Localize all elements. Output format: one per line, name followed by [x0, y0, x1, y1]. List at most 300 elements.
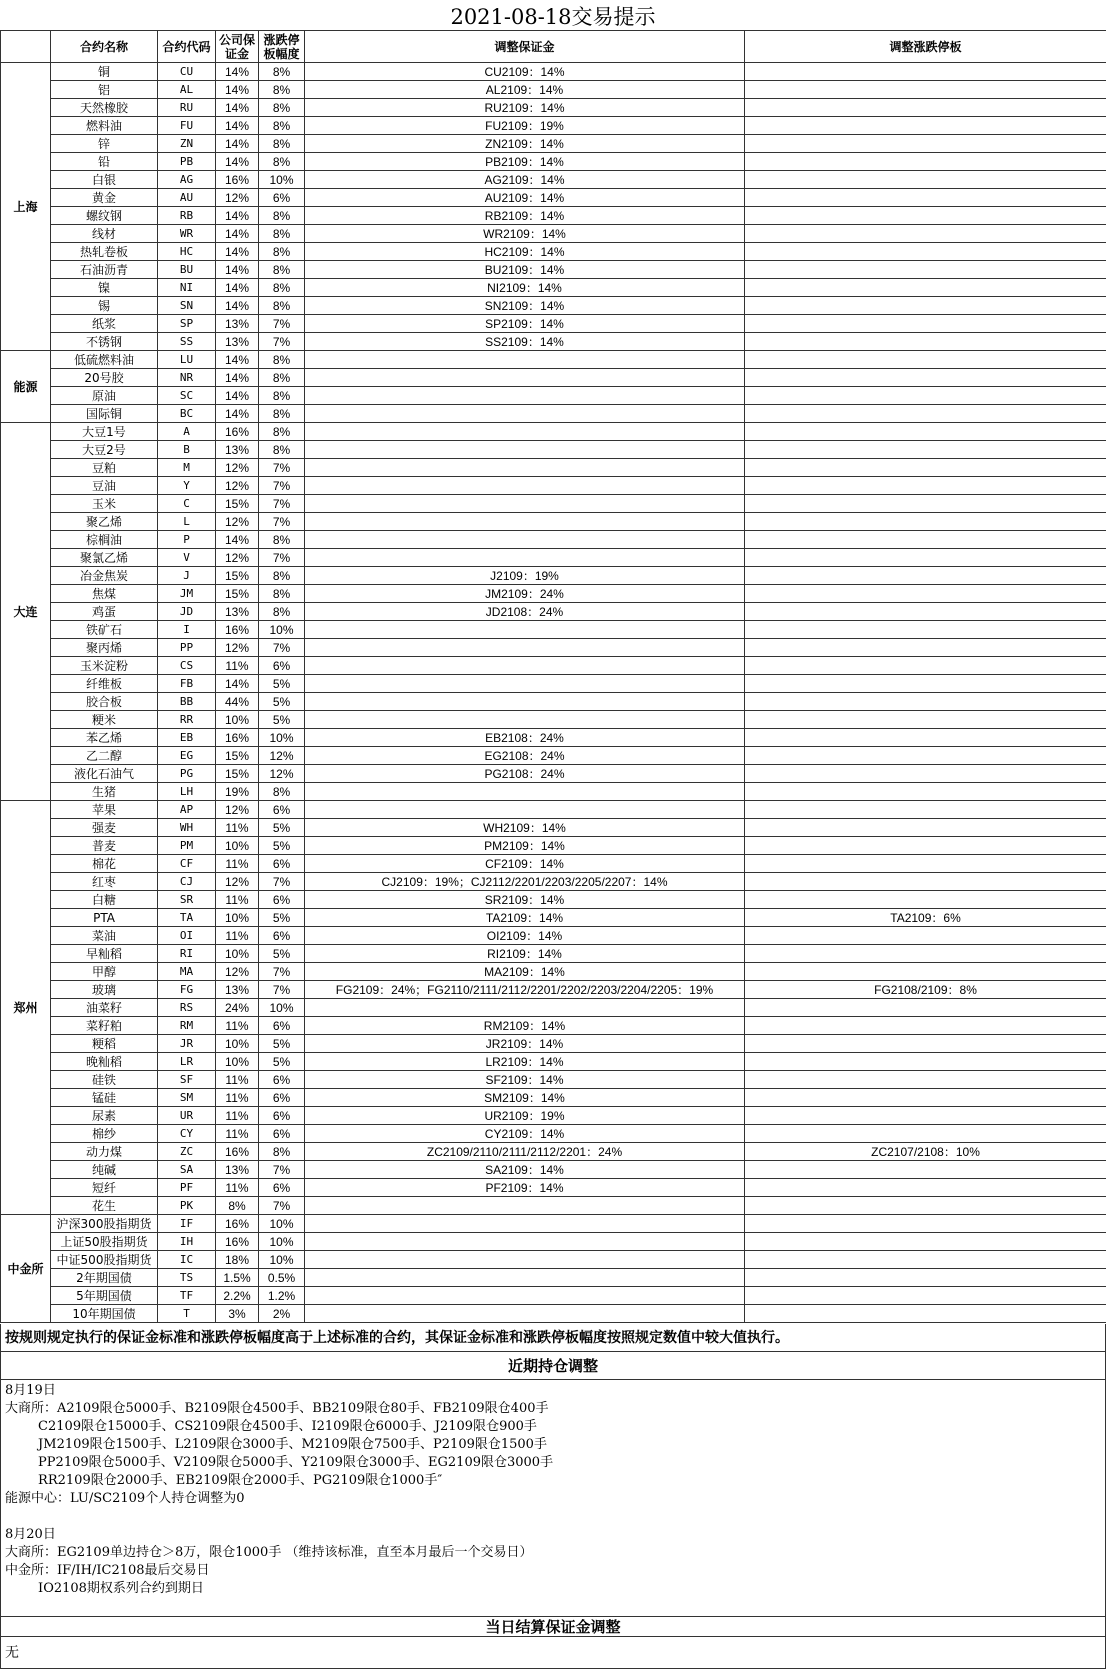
- price-limit-cell: 0.5%: [259, 1269, 305, 1287]
- contract-code-cell: J: [158, 567, 216, 585]
- company-margin-cell: 11%: [216, 855, 259, 873]
- price-limit-cell: 5%: [259, 909, 305, 927]
- adjusted-limit-cell: [745, 711, 1106, 729]
- contract-code-cell: IH: [158, 1233, 216, 1251]
- company-margin-cell: 14%: [216, 225, 259, 243]
- company-margin-cell: 10%: [216, 945, 259, 963]
- table-row: [1, 765, 1106, 783]
- settlement-margin-title: 当日结算保证金调整: [0, 1617, 1106, 1637]
- adjusted-margin-cell: PF2109：14%: [305, 1179, 745, 1197]
- table-row: [1, 333, 1106, 351]
- table-row: [1, 567, 1106, 585]
- price-limit-cell: 8%: [259, 369, 305, 387]
- adjusted-limit-cell: [745, 477, 1106, 495]
- contract-code-cell: JM: [158, 585, 216, 603]
- price-limit-cell: 7%: [259, 315, 305, 333]
- position-line: 中金所：IF/IH/IC2108最后交易日: [5, 1563, 210, 1578]
- company-margin-cell: 24%: [216, 999, 259, 1017]
- contract-code-cell: A: [158, 423, 216, 441]
- adjusted-limit-cell: [745, 297, 1106, 315]
- contract-name-cell: 纯碱: [51, 1161, 158, 1179]
- contract-code-cell: SN: [158, 297, 216, 315]
- company-margin-cell: 18%: [216, 1251, 259, 1269]
- contract-code-cell: I: [158, 621, 216, 639]
- price-limit-cell: 6%: [259, 891, 305, 909]
- table-row: [1, 729, 1106, 747]
- table-row: [1, 747, 1106, 765]
- adjusted-limit-cell: [745, 891, 1106, 909]
- contract-code-cell: M: [158, 459, 216, 477]
- table-row: [1, 711, 1106, 729]
- contract-name-cell: 冶金焦炭: [51, 567, 158, 585]
- contract-name-cell: 玉米: [51, 495, 158, 513]
- adjusted-margin-cell: LR2109：14%: [305, 1053, 745, 1071]
- price-limit-cell: 10%: [259, 999, 305, 1017]
- adjusted-margin-cell: [305, 1233, 745, 1251]
- adjusted-limit-cell: [745, 405, 1106, 423]
- adjusted-margin-cell: [305, 675, 745, 693]
- table-row: [1, 531, 1106, 549]
- adjusted-limit-cell: TA2109：6%: [745, 909, 1106, 927]
- company-margin-cell: 11%: [216, 1089, 259, 1107]
- adjusted-limit-cell: [745, 225, 1106, 243]
- table-row: [1, 1233, 1106, 1251]
- price-limit-cell: 10%: [259, 729, 305, 747]
- contract-code-cell: TF: [158, 1287, 216, 1305]
- position-line: RR2109限仓2000手、EB2109限仓2000手、PG2109限仓1000手″: [5, 1473, 443, 1488]
- adjusted-margin-cell: WH2109：14%: [305, 819, 745, 837]
- table-row: [1, 315, 1106, 333]
- table-row: [1, 135, 1106, 153]
- company-margin-cell: 12%: [216, 477, 259, 495]
- contract-name-cell: 沪深300股指期货: [51, 1215, 158, 1233]
- company-margin-cell: 14%: [216, 261, 259, 279]
- price-limit-cell: 12%: [259, 747, 305, 765]
- contract-name-cell: 天然橡胶: [51, 99, 158, 117]
- contract-code-cell: LH: [158, 783, 216, 801]
- company-margin-cell: 13%: [216, 315, 259, 333]
- price-limit-cell: 10%: [259, 1215, 305, 1233]
- contract-name-cell: 聚丙烯: [51, 639, 158, 657]
- company-margin-cell: 13%: [216, 441, 259, 459]
- adjusted-limit-cell: [745, 765, 1106, 783]
- company-margin-cell: 13%: [216, 603, 259, 621]
- contract-code-cell: SM: [158, 1089, 216, 1107]
- adjusted-margin-cell: [305, 1215, 745, 1233]
- adjusted-margin-cell: EB2108：24%: [305, 729, 745, 747]
- adjusted-margin-cell: RI2109：14%: [305, 945, 745, 963]
- adjusted-limit-cell: [745, 117, 1106, 135]
- adjusted-margin-cell: EG2108：24%: [305, 747, 745, 765]
- adjusted-limit-cell: [745, 1161, 1106, 1179]
- table-row: [1, 873, 1106, 891]
- table-row: [1, 675, 1106, 693]
- company-margin-cell: 15%: [216, 495, 259, 513]
- company-margin-cell: 15%: [216, 567, 259, 585]
- adjusted-margin-cell: CU2109：14%: [305, 63, 745, 81]
- contract-code-cell: SF: [158, 1071, 216, 1089]
- adjusted-limit-cell: [745, 819, 1106, 837]
- adjusted-limit-cell: [745, 99, 1106, 117]
- adjusted-limit-cell: [745, 945, 1106, 963]
- adjusted-margin-cell: RB2109：14%: [305, 207, 745, 225]
- adjusted-margin-cell: [305, 531, 745, 549]
- price-limit-cell: 5%: [259, 693, 305, 711]
- adjusted-limit-cell: [745, 567, 1106, 585]
- contract-code-cell: PM: [158, 837, 216, 855]
- table-row: [1, 1179, 1106, 1197]
- adjusted-limit-cell: [745, 189, 1106, 207]
- contract-name-cell: 锌: [51, 135, 158, 153]
- table-row: [1, 999, 1106, 1017]
- price-limit-cell: 6%: [259, 189, 305, 207]
- contract-code-cell: CS: [158, 657, 216, 675]
- header-adj-limit: 调整涨跌停板: [745, 31, 1106, 63]
- price-limit-cell: 8%: [259, 783, 305, 801]
- adjusted-margin-cell: SA2109：14%: [305, 1161, 745, 1179]
- adjusted-limit-cell: [745, 1035, 1106, 1053]
- adjusted-limit-cell: [745, 81, 1106, 99]
- contract-name-cell: 早籼稻: [51, 945, 158, 963]
- table-row: [1, 117, 1106, 135]
- contract-name-cell: 中证500股指期货: [51, 1251, 158, 1269]
- adjusted-margin-cell: [305, 405, 745, 423]
- adjusted-limit-cell: [745, 1269, 1106, 1287]
- company-margin-cell: 16%: [216, 1215, 259, 1233]
- contract-name-cell: 白银: [51, 171, 158, 189]
- adjusted-margin-cell: [305, 387, 745, 405]
- exchange-cell: 上海: [1, 63, 51, 351]
- adjusted-limit-cell: [745, 513, 1106, 531]
- adjusted-margin-cell: [305, 693, 745, 711]
- adjusted-margin-cell: SS2109：14%: [305, 333, 745, 351]
- table-row: [1, 693, 1106, 711]
- contract-code-cell: BC: [158, 405, 216, 423]
- contract-code-cell: NI: [158, 279, 216, 297]
- table-row: [1, 63, 1106, 81]
- adjusted-margin-cell: [305, 441, 745, 459]
- table-row: [1, 477, 1106, 495]
- price-limit-cell: 7%: [259, 639, 305, 657]
- position-line: 大商所：EG2109单边持仓＞8万，限仓1000手 （维持该标准，直至本月最后一个交易日）: [5, 1545, 533, 1560]
- company-margin-cell: 14%: [216, 99, 259, 117]
- company-margin-cell: 12%: [216, 459, 259, 477]
- adjusted-limit-cell: [745, 639, 1106, 657]
- contract-name-cell: 国际铜: [51, 405, 158, 423]
- table-row: [1, 1287, 1106, 1305]
- table-row: [1, 261, 1106, 279]
- contract-code-cell: RR: [158, 711, 216, 729]
- adjusted-limit-cell: [745, 135, 1106, 153]
- price-limit-cell: 7%: [259, 513, 305, 531]
- adjusted-margin-cell: AU2109：14%: [305, 189, 745, 207]
- contract-code-cell: FG: [158, 981, 216, 999]
- contract-code-cell: V: [158, 549, 216, 567]
- price-limit-cell: 8%: [259, 63, 305, 81]
- company-margin-cell: 16%: [216, 729, 259, 747]
- adjusted-margin-cell: [305, 495, 745, 513]
- company-margin-cell: 12%: [216, 549, 259, 567]
- company-margin-cell: 8%: [216, 1197, 259, 1215]
- adjusted-limit-cell: [745, 243, 1106, 261]
- adjusted-limit-cell: [745, 1125, 1106, 1143]
- table-row: [1, 423, 1106, 441]
- adjusted-margin-cell: [305, 1197, 745, 1215]
- price-limit-cell: 8%: [259, 99, 305, 117]
- company-margin-cell: 11%: [216, 1017, 259, 1035]
- price-limit-cell: 8%: [259, 405, 305, 423]
- adjusted-margin-cell: MA2109：14%: [305, 963, 745, 981]
- contract-name-cell: 晚籼稻: [51, 1053, 158, 1071]
- company-margin-cell: 1.5%: [216, 1269, 259, 1287]
- contract-name-cell: 20号胶: [51, 369, 158, 387]
- table-row: [1, 225, 1106, 243]
- adjusted-margin-cell: SM2109：14%: [305, 1089, 745, 1107]
- adjusted-limit-cell: [745, 1179, 1106, 1197]
- price-limit-cell: 7%: [259, 549, 305, 567]
- adjusted-limit-cell: [745, 855, 1106, 873]
- price-limit-cell: 8%: [259, 585, 305, 603]
- table-row: [1, 1215, 1106, 1233]
- table-row: [1, 459, 1106, 477]
- company-margin-cell: 12%: [216, 639, 259, 657]
- adjusted-margin-cell: [305, 459, 745, 477]
- adjusted-margin-cell: OI2109：14%: [305, 927, 745, 945]
- company-margin-cell: 13%: [216, 1161, 259, 1179]
- price-limit-cell: 7%: [259, 459, 305, 477]
- adjusted-margin-cell: UR2109：19%: [305, 1107, 745, 1125]
- adjusted-limit-cell: [745, 693, 1106, 711]
- adjusted-limit-cell: [745, 459, 1106, 477]
- price-limit-cell: 8%: [259, 387, 305, 405]
- company-margin-cell: 15%: [216, 585, 259, 603]
- contract-name-cell: 甲醇: [51, 963, 158, 981]
- contract-name-cell: 白糖: [51, 891, 158, 909]
- table-row: [1, 837, 1106, 855]
- contract-name-cell: 锡: [51, 297, 158, 315]
- price-limit-cell: 8%: [259, 603, 305, 621]
- adjusted-limit-cell: [745, 171, 1106, 189]
- contract-name-cell: 花生: [51, 1197, 158, 1215]
- table-row: [1, 981, 1106, 999]
- table-row: [1, 405, 1106, 423]
- adjusted-margin-cell: FG2109：24%；FG2110/2111/2112/2201/2202/2203/2204/2205：19%: [305, 981, 745, 999]
- table-row: [1, 513, 1106, 531]
- price-limit-cell: 7%: [259, 1161, 305, 1179]
- contract-code-cell: SP: [158, 315, 216, 333]
- adjusted-margin-cell: AL2109：14%: [305, 81, 745, 99]
- contract-code-cell: FB: [158, 675, 216, 693]
- table-row: [1, 1053, 1106, 1071]
- contract-name-cell: 油菜籽: [51, 999, 158, 1017]
- contract-name-cell: 菜籽粕: [51, 1017, 158, 1035]
- price-limit-cell: 5%: [259, 711, 305, 729]
- contract-name-cell: 铝: [51, 81, 158, 99]
- adjusted-margin-cell: [305, 999, 745, 1017]
- position-line: IO2108期权系列合约到期日: [5, 1581, 204, 1596]
- header-limit: 涨跌停板幅度: [259, 31, 305, 63]
- page-title: 2021-08-18交易提示: [450, 5, 656, 29]
- adjusted-limit-cell: [745, 333, 1106, 351]
- adjusted-margin-cell: JM2109：24%: [305, 585, 745, 603]
- price-limit-cell: 6%: [259, 801, 305, 819]
- company-margin-cell: 11%: [216, 1125, 259, 1143]
- company-margin-cell: 11%: [216, 891, 259, 909]
- company-margin-cell: 44%: [216, 693, 259, 711]
- contract-code-cell: PF: [158, 1179, 216, 1197]
- adjusted-limit-cell: [745, 657, 1106, 675]
- company-margin-cell: 14%: [216, 675, 259, 693]
- table-row: [1, 369, 1106, 387]
- company-margin-cell: 11%: [216, 819, 259, 837]
- adjusted-margin-cell: [305, 801, 745, 819]
- contract-code-cell: T: [158, 1305, 216, 1323]
- company-margin-cell: 14%: [216, 297, 259, 315]
- adjusted-margin-cell: CY2109：14%: [305, 1125, 745, 1143]
- contract-name-cell: 硅铁: [51, 1071, 158, 1089]
- contract-name-cell: 玻璃: [51, 981, 158, 999]
- contract-code-cell: CJ: [158, 873, 216, 891]
- company-margin-cell: 16%: [216, 621, 259, 639]
- adjusted-limit-cell: [745, 1053, 1106, 1071]
- price-limit-cell: 7%: [259, 963, 305, 981]
- price-limit-cell: 7%: [259, 333, 305, 351]
- contract-code-cell: AL: [158, 81, 216, 99]
- adjusted-limit-cell: [745, 351, 1106, 369]
- contract-name-cell: 燃料油: [51, 117, 158, 135]
- position-adjust-body: [0, 1380, 1106, 1617]
- contract-code-cell: CU: [158, 63, 216, 81]
- contract-code-cell: BU: [158, 261, 216, 279]
- table-row: [1, 657, 1106, 675]
- adjusted-margin-cell: [305, 1251, 745, 1269]
- adjusted-limit-cell: [745, 1305, 1106, 1323]
- company-margin-cell: 14%: [216, 279, 259, 297]
- adjusted-limit-cell: [745, 999, 1106, 1017]
- adjusted-margin-cell: NI2109：14%: [305, 279, 745, 297]
- price-limit-cell: 10%: [259, 1251, 305, 1269]
- company-margin-cell: 19%: [216, 783, 259, 801]
- adjusted-limit-cell: [745, 261, 1106, 279]
- company-margin-cell: 16%: [216, 1233, 259, 1251]
- price-limit-cell: 5%: [259, 837, 305, 855]
- contract-name-cell: 豆粕: [51, 459, 158, 477]
- contract-code-cell: Y: [158, 477, 216, 495]
- adjusted-limit-cell: [745, 1071, 1106, 1089]
- adjusted-limit-cell: [745, 1233, 1106, 1251]
- adjusted-margin-cell: PG2108：24%: [305, 765, 745, 783]
- contract-name-cell: 液化石油气: [51, 765, 158, 783]
- contract-name-cell: 鸡蛋: [51, 603, 158, 621]
- adjusted-margin-cell: [305, 477, 745, 495]
- table-row: [1, 1125, 1106, 1143]
- contract-code-cell: L: [158, 513, 216, 531]
- adjusted-limit-cell: [745, 1107, 1106, 1125]
- contract-name-cell: 铁矿石: [51, 621, 158, 639]
- adjusted-limit-cell: FG2108/2109：8%: [745, 981, 1106, 999]
- company-margin-cell: 10%: [216, 711, 259, 729]
- contract-name-cell: 动力煤: [51, 1143, 158, 1161]
- contract-name-cell: 锰硅: [51, 1089, 158, 1107]
- table-row: [1, 1071, 1106, 1089]
- contract-code-cell: P: [158, 531, 216, 549]
- contract-code-cell: PP: [158, 639, 216, 657]
- adjusted-margin-cell: [305, 1287, 745, 1305]
- company-margin-cell: 14%: [216, 207, 259, 225]
- contract-name-cell: PTA: [51, 909, 158, 927]
- price-limit-cell: 8%: [259, 531, 305, 549]
- contract-name-cell: 5年期国债: [51, 1287, 158, 1305]
- adjusted-limit-cell: [745, 585, 1106, 603]
- contract-code-cell: AU: [158, 189, 216, 207]
- adjusted-margin-cell: JR2109：14%: [305, 1035, 745, 1053]
- table-row: [1, 153, 1106, 171]
- company-margin-cell: 14%: [216, 387, 259, 405]
- contract-code-cell: TS: [158, 1269, 216, 1287]
- contract-code-cell: WH: [158, 819, 216, 837]
- contract-code-cell: FU: [158, 117, 216, 135]
- adjusted-limit-cell: [745, 675, 1106, 693]
- contract-name-cell: 棕榈油: [51, 531, 158, 549]
- contract-name-cell: 棉花: [51, 855, 158, 873]
- contract-code-cell: IC: [158, 1251, 216, 1269]
- adjusted-margin-cell: SR2109：14%: [305, 891, 745, 909]
- contract-name-cell: 原油: [51, 387, 158, 405]
- adjusted-limit-cell: [745, 1197, 1106, 1215]
- price-limit-cell: 7%: [259, 873, 305, 891]
- contract-name-cell: 强麦: [51, 819, 158, 837]
- adjusted-limit-cell: [745, 963, 1106, 981]
- company-margin-cell: 2.2%: [216, 1287, 259, 1305]
- company-margin-cell: 10%: [216, 909, 259, 927]
- price-limit-cell: 5%: [259, 1053, 305, 1071]
- contract-code-cell: RI: [158, 945, 216, 963]
- adjusted-margin-cell: JD2108：24%: [305, 603, 745, 621]
- table-row: [1, 585, 1106, 603]
- company-margin-cell: 10%: [216, 837, 259, 855]
- adjusted-limit-cell: [745, 603, 1106, 621]
- price-limit-cell: 8%: [259, 117, 305, 135]
- rule-note: 按规则规定执行的保证金标准和涨跌停板幅度高于上述标准的合约，其保证金标准和涨跌停板幅度按照规定数值中较大值执行。: [0, 1324, 1106, 1352]
- adjusted-limit-cell: [745, 153, 1106, 171]
- contract-code-cell: IF: [158, 1215, 216, 1233]
- price-limit-cell: 8%: [259, 297, 305, 315]
- adjusted-margin-cell: SP2109：14%: [305, 315, 745, 333]
- price-limit-cell: 8%: [259, 207, 305, 225]
- adjusted-margin-cell: [305, 423, 745, 441]
- contract-code-cell: ZC: [158, 1143, 216, 1161]
- company-margin-cell: 14%: [216, 153, 259, 171]
- adjusted-margin-cell: RU2109：14%: [305, 99, 745, 117]
- contract-name-cell: 菜油: [51, 927, 158, 945]
- adjusted-margin-cell: ZN2109：14%: [305, 135, 745, 153]
- contract-code-cell: TA: [158, 909, 216, 927]
- adjusted-margin-cell: ZC2109/2110/2111/2112/2201：24%: [305, 1143, 745, 1161]
- company-margin-cell: 12%: [216, 963, 259, 981]
- position-line: [5, 1508, 1101, 1526]
- table-row: [1, 603, 1106, 621]
- adjusted-limit-cell: [745, 873, 1106, 891]
- adjusted-margin-cell: [305, 621, 745, 639]
- adjusted-margin-cell: PM2109：14%: [305, 837, 745, 855]
- adjusted-limit-cell: [745, 1251, 1106, 1269]
- adjusted-limit-cell: [745, 1215, 1106, 1233]
- table-row: [1, 1035, 1106, 1053]
- price-limit-cell: 8%: [259, 567, 305, 585]
- company-margin-cell: 11%: [216, 927, 259, 945]
- position-line: 能源中心：LU/SC2109个人持仓调整为0: [5, 1491, 245, 1506]
- contract-name-cell: 不锈钢: [51, 333, 158, 351]
